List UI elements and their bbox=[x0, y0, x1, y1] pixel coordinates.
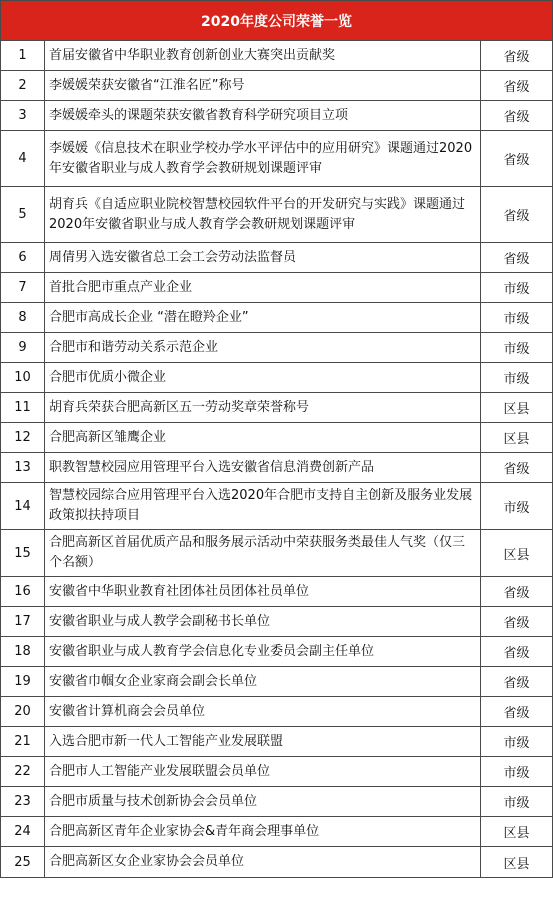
honor-level: 区县 bbox=[481, 847, 553, 878]
row-number: 16 bbox=[1, 577, 45, 607]
row-number: 7 bbox=[1, 273, 45, 303]
honor-description: 李媛媛《信息技术在职业学校办学水平评估中的应用研究》课题通过2020年安徽省职业与成人教育学会教研规划课题评审 bbox=[45, 131, 481, 187]
table-title: 2020年度公司荣誉一览 bbox=[1, 1, 553, 41]
row-number: 13 bbox=[1, 453, 45, 483]
honor-description: 周倩男入选安徽省总工会工会劳动法监督员 bbox=[45, 243, 481, 273]
table-row bbox=[1, 393, 553, 423]
table-row bbox=[1, 71, 553, 101]
table-row bbox=[1, 667, 553, 697]
honor-level: 省级 bbox=[481, 637, 553, 667]
row-number: 15 bbox=[1, 530, 45, 577]
row-number: 2 bbox=[1, 71, 45, 101]
honor-level: 市级 bbox=[481, 333, 553, 363]
row-number: 9 bbox=[1, 333, 45, 363]
table-row bbox=[1, 607, 553, 637]
honor-level: 市级 bbox=[481, 757, 553, 787]
table-row bbox=[1, 187, 553, 243]
honor-level: 省级 bbox=[481, 131, 553, 187]
honor-level: 省级 bbox=[481, 607, 553, 637]
table-row bbox=[1, 303, 553, 333]
row-number: 1 bbox=[1, 41, 45, 71]
row-number: 11 bbox=[1, 393, 45, 423]
row-number: 19 bbox=[1, 667, 45, 697]
honor-description: 胡育兵《自适应职业院校智慧校园软件平台的开发研究与实践》课题通过2020年安徽省职业与成人教育学会教研规划课题评审 bbox=[45, 187, 481, 243]
honor-level: 市级 bbox=[481, 363, 553, 393]
honor-level: 省级 bbox=[481, 101, 553, 131]
honor-description: 安徽省职业与成人教学会副秘书长单位 bbox=[45, 607, 481, 637]
row-number: 25 bbox=[1, 847, 45, 878]
honor-description: 合肥市质量与技术创新协会会员单位 bbox=[45, 787, 481, 817]
honor-description: 李媛媛荣获安徽省“江淮名匠”称号 bbox=[45, 71, 481, 101]
honor-description: 合肥市优质小微企业 bbox=[45, 363, 481, 393]
honor-description: 合肥市人工智能产业发展联盟会员单位 bbox=[45, 757, 481, 787]
honor-level: 区县 bbox=[481, 423, 553, 453]
honor-level: 省级 bbox=[481, 187, 553, 243]
table-title-row bbox=[1, 1, 553, 41]
row-number: 22 bbox=[1, 757, 45, 787]
row-number: 21 bbox=[1, 727, 45, 757]
honor-description: 智慧校园综合应用管理平台入选2020年合肥市支持自主创新及服务业发展政策拟扶持项目 bbox=[45, 483, 481, 530]
row-number: 18 bbox=[1, 637, 45, 667]
table-row bbox=[1, 101, 553, 131]
table-row bbox=[1, 787, 553, 817]
honor-description: 入选合肥市新一代人工智能产业发展联盟 bbox=[45, 727, 481, 757]
table-row bbox=[1, 453, 553, 483]
honor-description: 合肥高新区女企业家协会会员单位 bbox=[45, 847, 481, 878]
table-row bbox=[1, 483, 553, 530]
honor-description: 首批合肥市重点产业企业 bbox=[45, 273, 481, 303]
honor-level: 省级 bbox=[481, 577, 553, 607]
honor-level: 省级 bbox=[481, 243, 553, 273]
honor-level: 省级 bbox=[481, 667, 553, 697]
honor-level: 区县 bbox=[481, 530, 553, 577]
row-number: 4 bbox=[1, 131, 45, 187]
honor-description: 首届安徽省中华职业教育创新创业大赛突出贡献奖 bbox=[45, 41, 481, 71]
table-row bbox=[1, 817, 553, 847]
honor-description: 安徽省计算机商会会员单位 bbox=[45, 697, 481, 727]
honor-description: 李媛媛牵头的课题荣获安徽省教育科学研究项目立项 bbox=[45, 101, 481, 131]
row-number: 5 bbox=[1, 187, 45, 243]
honor-level: 省级 bbox=[481, 453, 553, 483]
honor-description: 合肥高新区首届优质产品和服务展示活动中荣获服务类最佳人气奖（仅三个名额） bbox=[45, 530, 481, 577]
row-number: 12 bbox=[1, 423, 45, 453]
honor-description: 安徽省中华职业教育社团体社员团体社员单位 bbox=[45, 577, 481, 607]
honor-level: 市级 bbox=[481, 483, 553, 530]
honor-level: 区县 bbox=[481, 393, 553, 423]
table-row bbox=[1, 727, 553, 757]
honor-description: 合肥高新区雏鹰企业 bbox=[45, 423, 481, 453]
table-row bbox=[1, 577, 553, 607]
row-number: 17 bbox=[1, 607, 45, 637]
row-number: 6 bbox=[1, 243, 45, 273]
table-row bbox=[1, 131, 553, 187]
table-row bbox=[1, 363, 553, 393]
honor-level: 市级 bbox=[481, 303, 553, 333]
honor-level: 市级 bbox=[481, 273, 553, 303]
table-row bbox=[1, 41, 553, 71]
honor-description: 安徽省巾帼女企业家商会副会长单位 bbox=[45, 667, 481, 697]
row-number: 20 bbox=[1, 697, 45, 727]
honor-description: 胡育兵荣获合肥高新区五一劳动奖章荣誉称号 bbox=[45, 393, 481, 423]
row-number: 8 bbox=[1, 303, 45, 333]
honor-description: 安徽省职业与成人教育学会信息化专业委员会副主任单位 bbox=[45, 637, 481, 667]
honor-description: 职教智慧校园应用管理平台入选安徽省信息消费创新产品 bbox=[45, 453, 481, 483]
row-number: 3 bbox=[1, 101, 45, 131]
table-row bbox=[1, 243, 553, 273]
table-row bbox=[1, 757, 553, 787]
honor-level: 市级 bbox=[481, 727, 553, 757]
honor-description: 合肥高新区青年企业家协会&青年商会理事单位 bbox=[45, 817, 481, 847]
honor-level: 市级 bbox=[481, 787, 553, 817]
row-number: 14 bbox=[1, 483, 45, 530]
table-row bbox=[1, 423, 553, 453]
honor-description: 合肥市高成长企业 “潜在瞪羚企业” bbox=[45, 303, 481, 333]
row-number: 23 bbox=[1, 787, 45, 817]
honors-rows bbox=[1, 41, 553, 878]
table-row bbox=[1, 273, 553, 303]
row-number: 24 bbox=[1, 817, 45, 847]
honor-level: 省级 bbox=[481, 697, 553, 727]
table-row bbox=[1, 697, 553, 727]
honor-level: 省级 bbox=[481, 41, 553, 71]
honor-level: 省级 bbox=[481, 71, 553, 101]
table-row bbox=[1, 637, 553, 667]
table-row bbox=[1, 847, 553, 878]
table-row bbox=[1, 333, 553, 363]
honor-description: 合肥市和谐劳动关系示范企业 bbox=[45, 333, 481, 363]
table-row bbox=[1, 530, 553, 577]
honor-level: 区县 bbox=[481, 817, 553, 847]
row-number: 10 bbox=[1, 363, 45, 393]
